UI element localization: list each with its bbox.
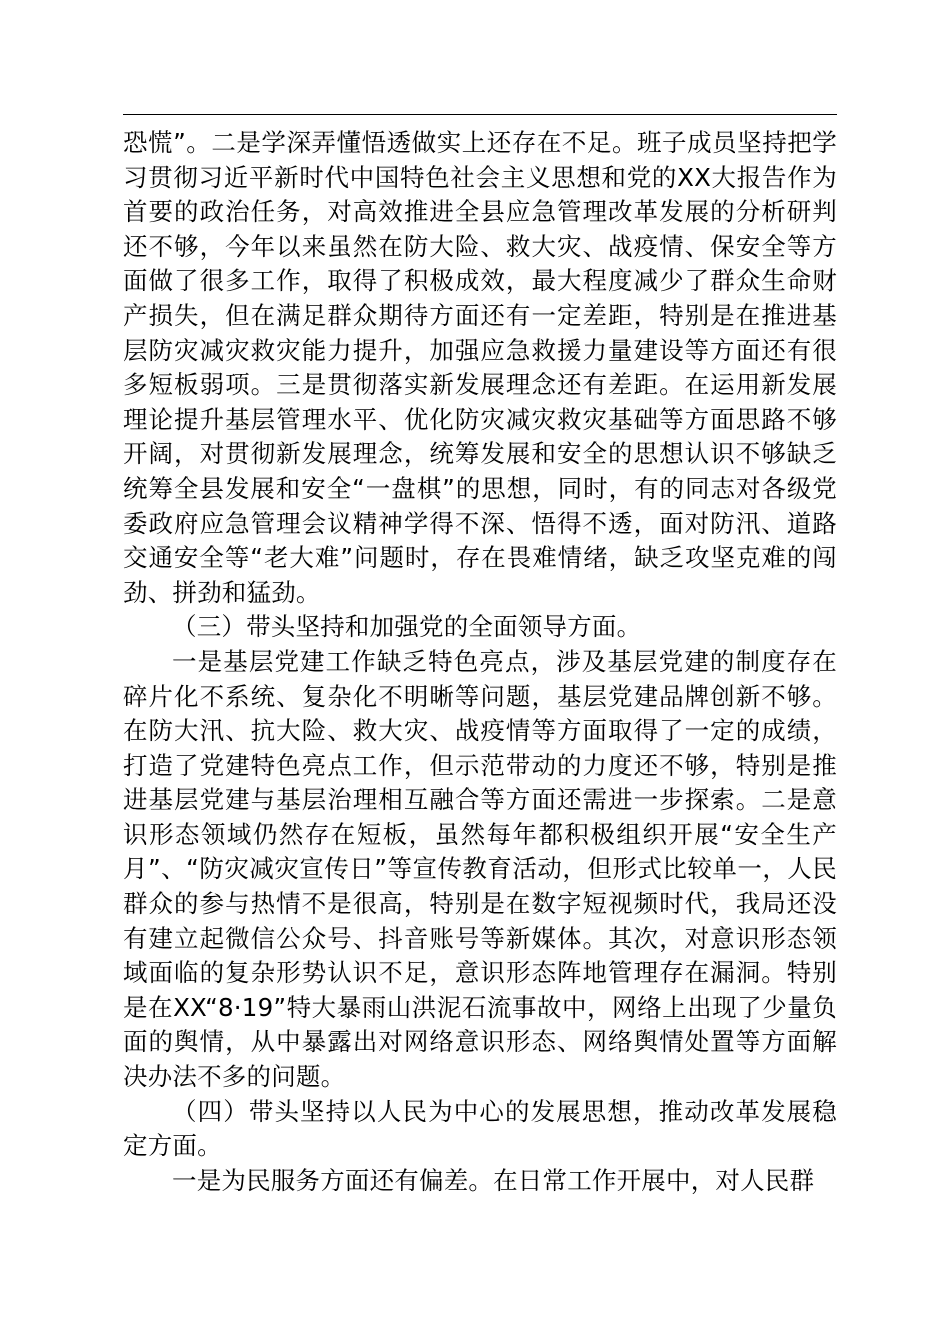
paragraph-people-service: 一是为民服务方面还有偏差。在日常工作开展中，对人民群 — [172, 1165, 815, 1195]
document-body — [123, 126, 837, 1198]
paragraph-party-building: 一是基层党建工作缺乏特色亮点，涉及基层党建的制度存在碎片化不系统、复杂化不明晰等问题，基层党建品牌创新不够。在防大汛、抗大险、救大灾、战疫情等方面取得了一定的成绩，打造了党建特色亮点工作，但示范带动的力度还不够，特别是推进基层党建与基层治理相互融合等方面还需进一步探索。二是意识形态领域仍然存在短板，虽然每年都积极组织开展“安全生产月”、“防灾减灾宣传日”等宣传教育活动，但形式比较单一，人民群众的参与热情不是很高，特别是在数字短视频时代，我局还没有建立起微信公众号、抖音账号等新媒体。其次，对意识形态领域面临的复杂形势认识不足，意识形态阵地管理存在漏洞。特别是在XX“8·19”特大暴雨山洪泥石流事故中，网络上出现了少量负面的舆情，从中暴露出对网络意识形态、网络舆情处置等方面解决办法不多的问题。 — [123, 646, 837, 1092]
section-heading-three: （三）带头坚持和加强党的全面领导方面。 — [172, 612, 642, 642]
section-heading-four: （四）带头坚持以人民为中心的发展思想，推动改革发展稳定方面。 — [123, 1096, 837, 1161]
paragraph-continued: 恐慌”。二是学深弄懂悟透做实上还存在不足。班子成员坚持把学习贯彻习近平新时代中国特色社会主义思想和党的XX大报告作为首要的政治任务，对高效推进全县应急管理改革发展的分析研判还不够，今年以来虽然在防大险、救大灾、战疫情、保安全等方面做了很多工作，取得了积极成效，最大程度减少了群众生命财产损失，但在满足群众期待方面还有一定差距，特别是在推进基层防灾减灾救灾能力提升，加强应急救援力量建设等方面还有很多短板弱项。三是贯彻落实新发展理念还有差距。在运用新发展理论提升基层管理水平、优化防灾减灾救灾基础等方面思路不够开阔，对贯彻新发展理念，统筹发展和安全的思想认识不够缺乏统筹全县发展和安全“一盘棋”的思想，同时，有的同志对各级党委政府应急管理会议精神学得不深、悟得不透，面对防汛、道路交通安全等“老大难”问题时，存在畏难情绪，缺乏攻坚克难的闯劲、拼劲和猛劲。 — [123, 128, 837, 607]
header-rule — [123, 114, 837, 115]
